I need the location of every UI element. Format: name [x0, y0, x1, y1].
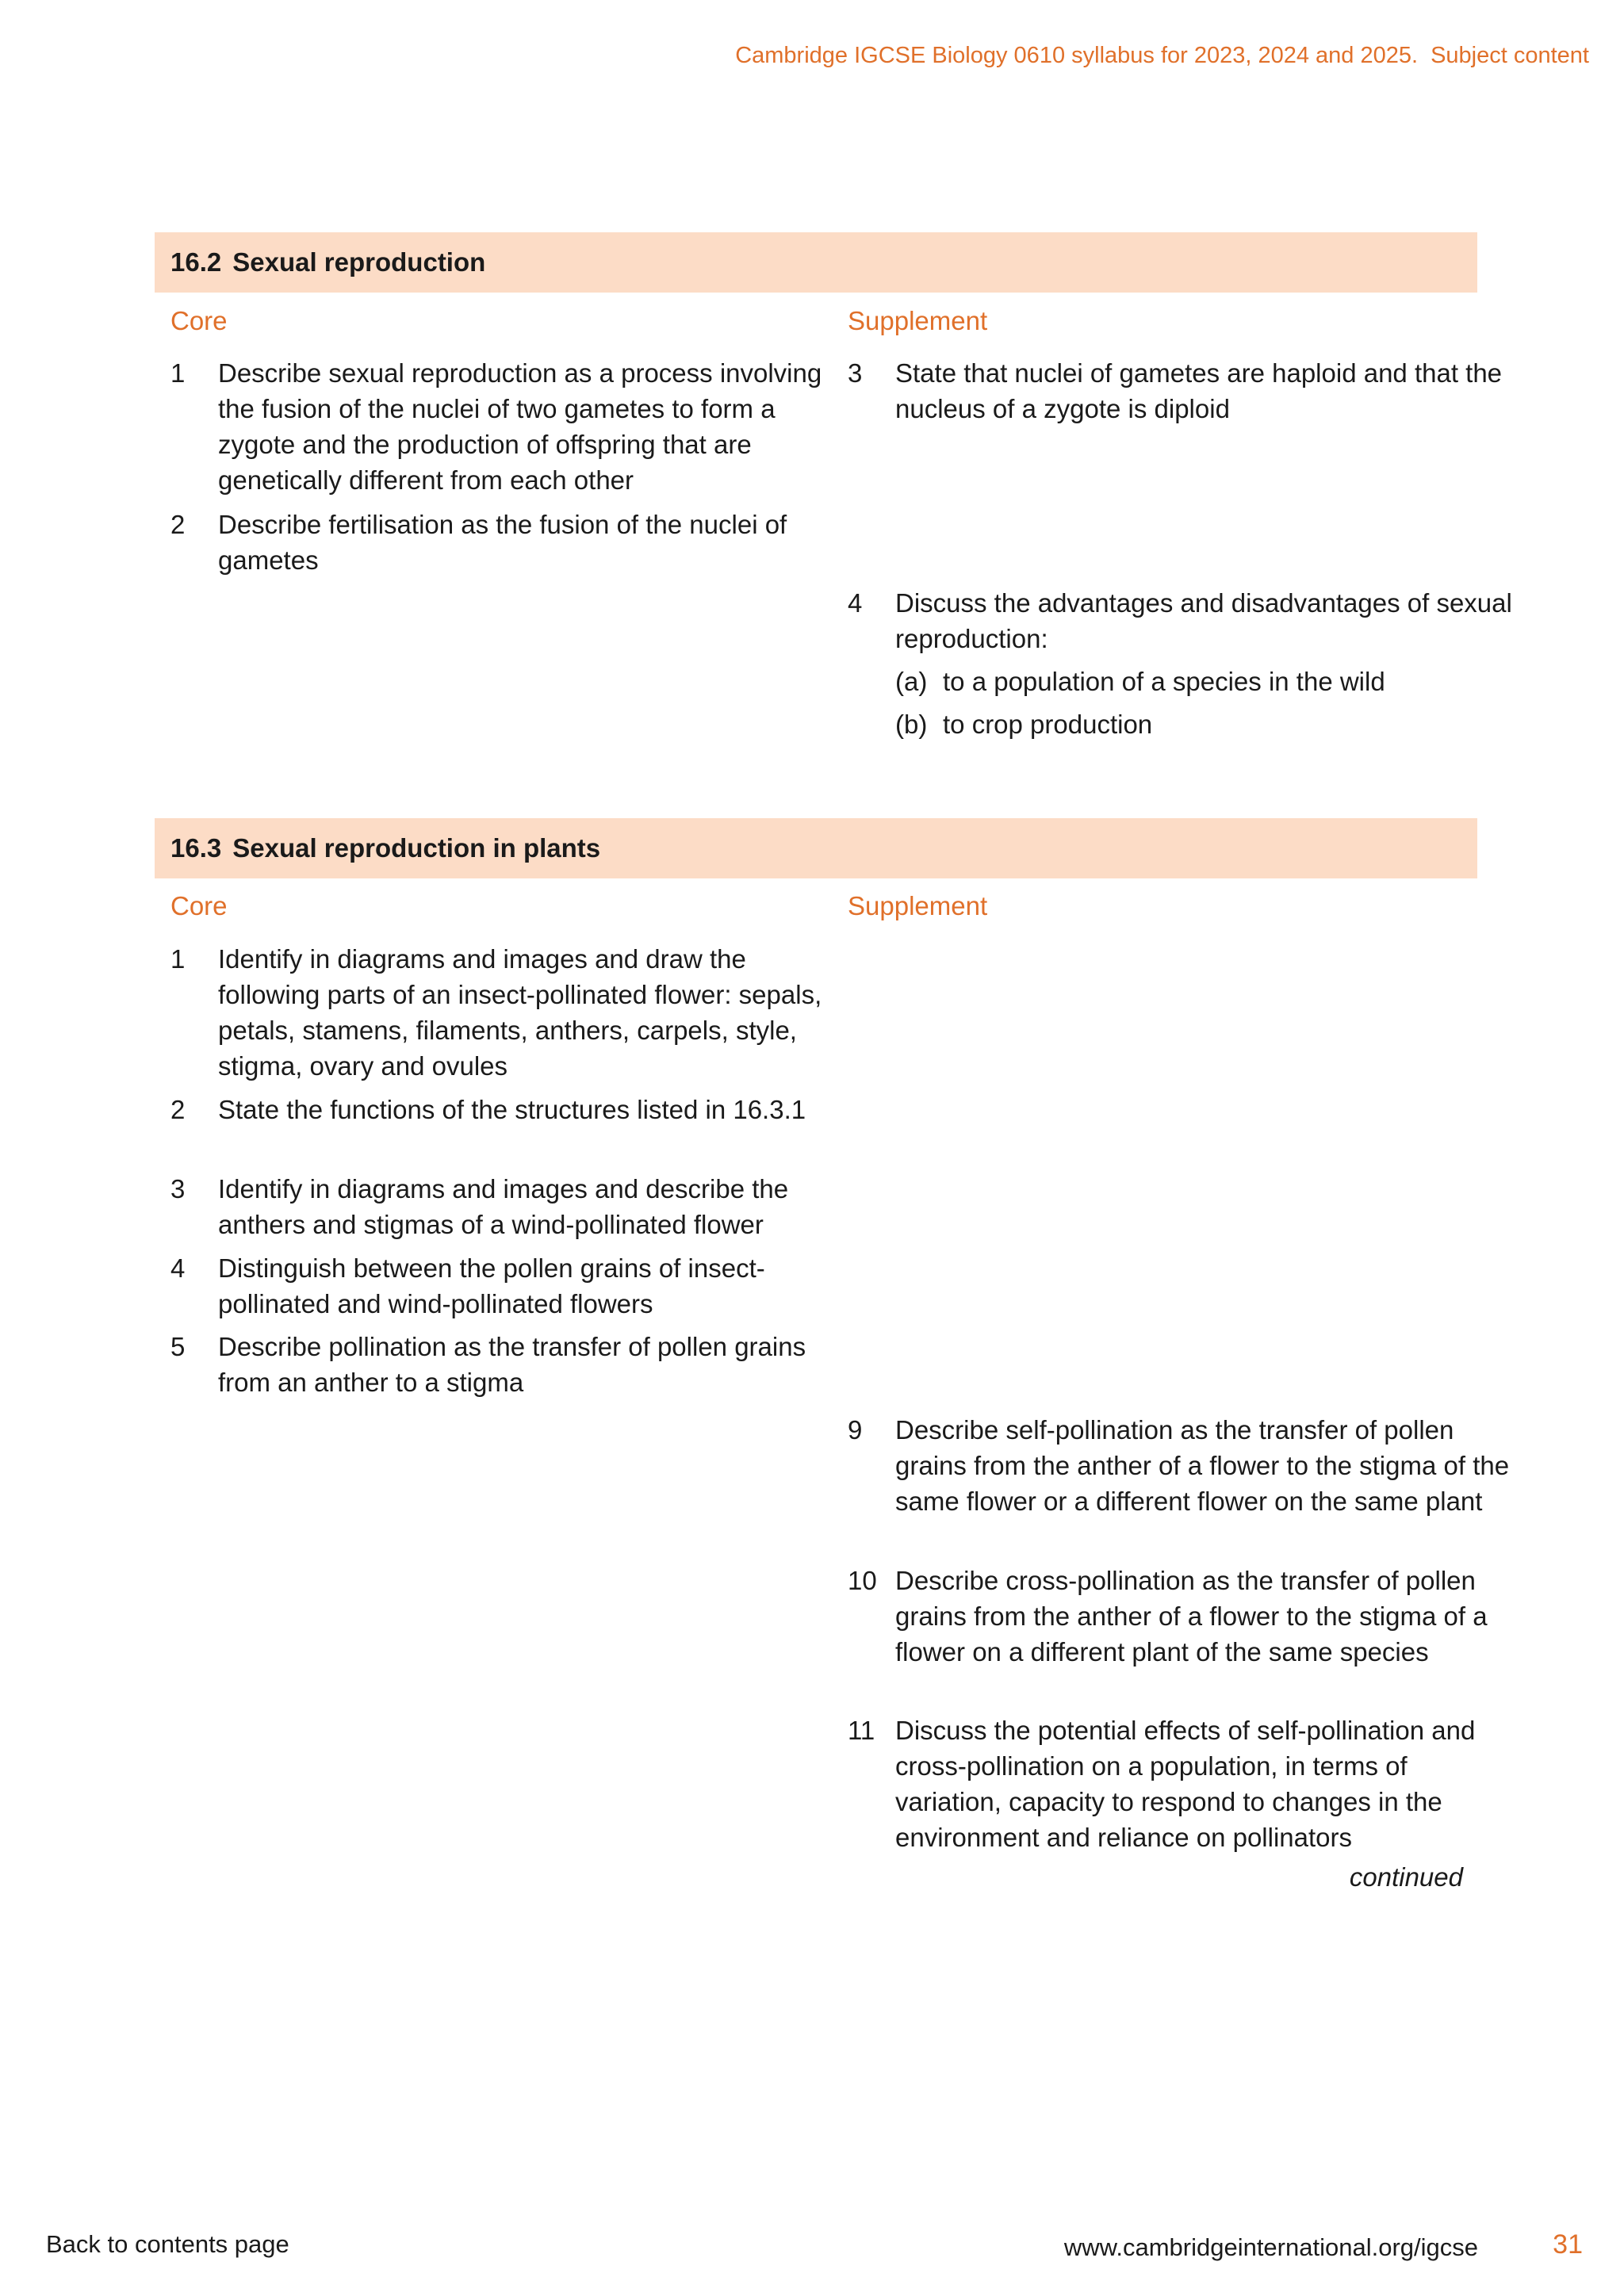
item-number: 2	[170, 510, 186, 539]
syllabus-title: Cambridge IGCSE Biology 0610 syllabus for 2023, 2024 and 2025.	[735, 43, 1419, 68]
item-number: 10	[848, 1566, 877, 1595]
item-number: 3	[170, 1174, 186, 1203]
item-text: Describe pollination as the transfer of pollen grains from an anther to a stigma	[218, 1332, 806, 1397]
item-text: Describe cross-pollination as the transfer of pollen grains from the anther of a flower to the stigma of a flower on a different plant of the same species	[895, 1566, 1488, 1667]
core-heading: Core	[170, 306, 228, 335]
item-text: Discuss the potential effects of self-pollination and cross-pollination on a population, in terms of variation, capacity to respond to changes in the environment and reliance on pollinators	[895, 1716, 1476, 1852]
item-number: 1	[170, 358, 186, 388]
core-heading: Core	[170, 891, 228, 920]
item-text: Distinguish between the pollen grains of insect-pollinated and wind-pollinated flowers	[218, 1253, 765, 1318]
item-number: 11	[848, 1716, 875, 1745]
section-heading: Sexual reproduction	[232, 247, 486, 277]
sub-item-label: (a)	[895, 667, 928, 696]
item-number: 5	[170, 1332, 186, 1361]
website-url[interactable]: www.cambridgeinternational.org/igcse	[1063, 2233, 1478, 2261]
sub-item-text: to a population of a species in the wild	[943, 667, 1385, 696]
supplement-heading: Supplement	[848, 891, 988, 920]
item-text: Identify in diagrams and images and describe the anthers and stigmas of a wind-pollinated flower	[218, 1174, 789, 1239]
item-text: Describe self-pollination as the transfer of pollen grains from the anther of a flower to the stigma of the same flower or a different flower on the same plant	[895, 1415, 1510, 1516]
item-number: 2	[170, 1095, 186, 1124]
section-16-2	[155, 232, 1477, 293]
section-heading: Sexual reproduction in plants	[232, 833, 601, 863]
section-heading-bar	[155, 818, 1477, 878]
running-header	[735, 43, 1589, 69]
item-text: Identify in diagrams and images and draw the following parts of an insect-pollinated flower: sepals, petals, stamens, filaments, anthers, carpels, style, stigma, ovary and ovules	[218, 944, 822, 1081]
section-16-3	[155, 818, 1477, 878]
back-to-contents-link[interactable]: Back to contents page	[46, 2230, 289, 2258]
item-number: 4	[848, 588, 863, 618]
section-number: 16.2	[170, 247, 222, 277]
sub-item-text: to crop production	[943, 710, 1153, 739]
item-number: 4	[170, 1253, 186, 1283]
item-text: Describe sexual reproduction as a process involving the fusion of the nuclei of two gametes to form a zygote and the production of offspring that are genetically different from each other	[218, 358, 822, 495]
item-number: 3	[848, 358, 863, 388]
section-heading-bar	[155, 232, 1477, 293]
item-text: State the functions of the structures listed in 16.3.1	[218, 1095, 806, 1124]
item-number: 1	[170, 944, 186, 974]
sub-item-label: (b)	[895, 710, 928, 739]
supplement-heading: Supplement	[848, 306, 988, 335]
item-text: State that nuclei of gametes are haploid and that the nucleus of a zygote is diploid	[895, 358, 1503, 423]
section-title: Subject content	[1431, 43, 1589, 68]
item-text: Discuss the advantages and disadvantages of sexual reproduction:	[895, 588, 1512, 653]
continued-note: continued	[1349, 1862, 1463, 1892]
item-text: Describe fertilisation as the fusion of the nuclei of gametes	[218, 510, 787, 575]
section-number: 16.3	[170, 833, 222, 863]
page-number: 31	[1553, 2229, 1583, 2260]
item-number: 9	[848, 1415, 863, 1445]
